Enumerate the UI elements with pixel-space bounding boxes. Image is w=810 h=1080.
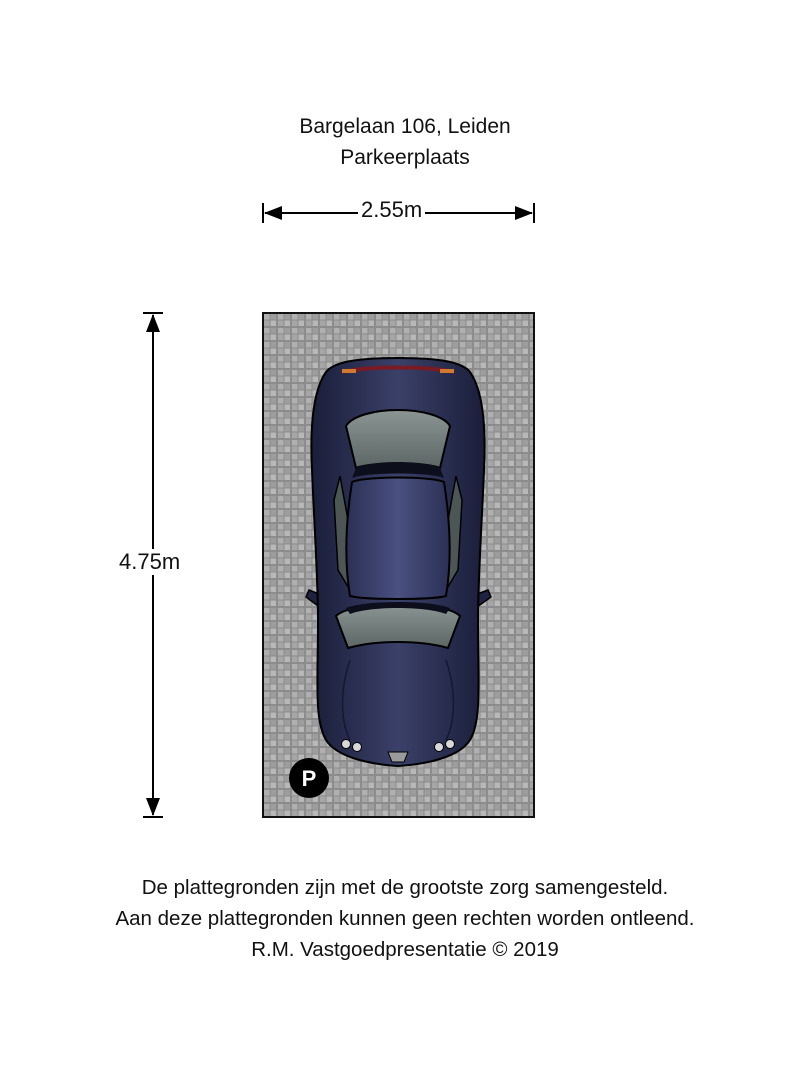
address-title: Bargelaan 106, Leiden <box>299 115 511 138</box>
copyright-line: R.M. Vastgoedpresentatie © 2019 <box>251 938 559 961</box>
length-dimension-label: 4.75m <box>116 549 183 575</box>
disclaimer-line-1: De plattegronden zijn met de grootste zorg samengesteld. <box>141 876 669 899</box>
disclaimer-line-2: Aan deze plattegronden kunnen geen rechten worden ontleend. <box>115 907 695 930</box>
parking-sign <box>289 758 329 798</box>
arrow-up-icon <box>146 314 160 332</box>
arrow-right-icon <box>515 206 533 220</box>
parking-sign-letter: P <box>301 766 317 791</box>
arrow-left-icon <box>264 206 282 220</box>
car-icon <box>306 358 491 766</box>
arrow-down-icon <box>146 798 160 816</box>
disclaimer-footer <box>0 872 810 965</box>
width-dimension-label: 2.55m <box>358 197 425 223</box>
space-name: Parkeerplaats <box>340 146 470 169</box>
